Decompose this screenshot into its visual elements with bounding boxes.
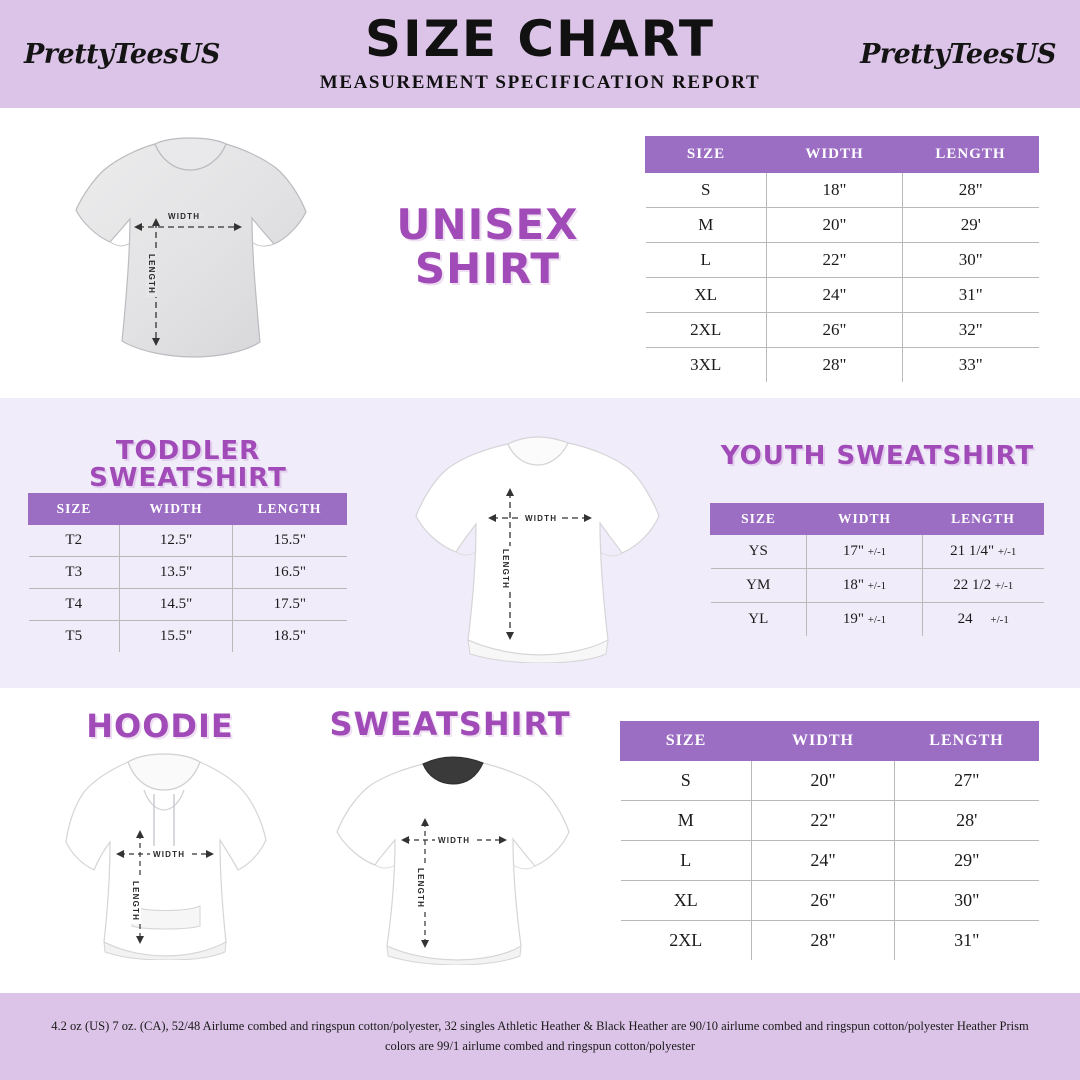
sweatshirt-heading: SWEATSHIRT: [329, 705, 571, 743]
cell-width-value: 17": [842, 543, 864, 559]
cell-width: [807, 569, 923, 603]
cell-size: S: [646, 173, 767, 208]
header-center: [220, 10, 860, 94]
hoodie-image: [58, 750, 273, 960]
table-row: [646, 208, 1039, 243]
page-header: [0, 0, 1080, 108]
toddler-size-table: [28, 493, 347, 652]
table-header-row: [646, 137, 1039, 173]
cell-size: 3XL: [646, 348, 767, 383]
cell-length: 17.5": [233, 589, 347, 621]
youth-sweatshirt-image: [400, 428, 675, 663]
cell-size: T5: [29, 621, 120, 653]
cell-width: 20": [767, 208, 903, 243]
unisex-length-label: LENGTH: [146, 251, 157, 297]
table-row: [646, 313, 1039, 348]
table-row: [29, 589, 347, 621]
cell-length: [923, 569, 1044, 603]
table-row: [29, 621, 347, 653]
table-row: [621, 801, 1039, 841]
cell-width: 12.5": [120, 525, 233, 557]
cell-size: YS: [711, 535, 807, 569]
column-width: WIDTH: [807, 504, 923, 535]
column-width: WIDTH: [767, 137, 903, 173]
cell-width-value: 19": [842, 611, 864, 627]
cell-length: 28": [903, 173, 1039, 208]
hoodie-length-label: LENGTH: [130, 878, 141, 924]
cell-width-tolerance: +/-1: [867, 614, 887, 626]
cell-width: 18": [767, 173, 903, 208]
brand-logo-left: PrettyTeesUS: [24, 38, 220, 70]
cell-length-value: 21 1/4": [950, 543, 995, 559]
unisex-tshirt-image: [60, 126, 320, 371]
cell-length: 30": [903, 243, 1039, 278]
table-header-row: [29, 494, 347, 525]
cell-length-value: 22 1/2: [953, 577, 992, 593]
column-length: LENGTH: [233, 494, 347, 525]
cell-size: XL: [621, 881, 752, 921]
column-size: SIZE: [646, 137, 767, 173]
section-toddler-youth: [0, 398, 1080, 688]
cell-size: T4: [29, 589, 120, 621]
table-row: [646, 348, 1039, 383]
cell-width: 24": [752, 841, 895, 881]
column-width: WIDTH: [752, 722, 895, 761]
hoodie-width-label: WIDTH: [150, 849, 188, 860]
cell-width: 26": [752, 881, 895, 921]
cell-width: 15.5": [120, 621, 233, 653]
cell-length-tolerance: +/-1: [997, 546, 1017, 558]
unisex-width-label: WIDTH: [165, 211, 203, 222]
page-footer: [0, 993, 1080, 1080]
table-row: [711, 569, 1044, 603]
cell-length: 28': [895, 801, 1039, 841]
table-row: [621, 841, 1039, 881]
cell-width: 28": [767, 348, 903, 383]
cell-length-tolerance: +/-1: [990, 614, 1009, 626]
column-length: LENGTH: [923, 504, 1044, 535]
cell-length: 29': [903, 208, 1039, 243]
table-header-row: [621, 722, 1039, 761]
sweatshirt-width-label: WIDTH: [435, 835, 473, 846]
youth-size-table: [710, 503, 1044, 636]
cell-length: 27": [895, 761, 1039, 801]
hoodie-heading: HOODIE: [86, 707, 234, 745]
brand-logo-right: PrettyTeesUS: [860, 38, 1056, 70]
cell-length: [923, 535, 1044, 569]
column-size: SIZE: [29, 494, 120, 525]
section-unisex: [0, 108, 1080, 398]
cell-size: M: [621, 801, 752, 841]
cell-size: L: [621, 841, 752, 881]
cell-width-value: 18": [842, 577, 864, 593]
cell-size: YM: [711, 569, 807, 603]
cell-size: XL: [646, 278, 767, 313]
cell-width: 20": [752, 761, 895, 801]
unisex-heading: [355, 200, 620, 294]
youth-width-label: WIDTH: [522, 513, 560, 524]
cell-width: [807, 535, 923, 569]
cell-width: [807, 603, 923, 637]
cell-size: T2: [29, 525, 120, 557]
table-row: [621, 921, 1039, 961]
cell-size: 2XL: [646, 313, 767, 348]
cell-size: L: [646, 243, 767, 278]
table-row: [646, 243, 1039, 278]
cell-length: 16.5": [233, 557, 347, 589]
table-row: [621, 761, 1039, 801]
youth-length-label: LENGTH: [500, 546, 511, 592]
cell-size: YL: [711, 603, 807, 637]
cell-length: 33": [903, 348, 1039, 383]
table-row: [646, 278, 1039, 313]
cell-length: 31": [903, 278, 1039, 313]
cell-width: 22": [767, 243, 903, 278]
table-header-row: [711, 504, 1044, 535]
column-size: SIZE: [711, 504, 807, 535]
fabric-composition-text: 4.2 oz (US) 7 oz. (CA), 52/48 Airlume combed and ringspun cotton/polyester, 32 singles Athletic Heather & Black Heather are 90/10 airlume combed and ringspun cotton/polyester Heather Prism colors are 99/1 airlume combed and ringspun cotton/polyester: [51, 1019, 1029, 1053]
cell-length: [923, 603, 1044, 637]
table-row: [29, 557, 347, 589]
cell-width: 24": [767, 278, 903, 313]
column-length: LENGTH: [903, 137, 1039, 173]
cell-size: S: [621, 761, 752, 801]
youth-heading: YOUTH SWEATSHIRT: [720, 441, 1035, 471]
column-width: WIDTH: [120, 494, 233, 525]
unisex-size-table: [645, 136, 1039, 382]
cell-length: 18.5": [233, 621, 347, 653]
sweatshirt-image: [325, 750, 580, 965]
cell-length-tolerance: +/-1: [994, 580, 1014, 592]
cell-width: 13.5": [120, 557, 233, 589]
column-length: LENGTH: [895, 722, 1039, 761]
page-title: SIZE CHART: [364, 10, 716, 68]
cell-length: 32": [903, 313, 1039, 348]
cell-length: 31": [895, 921, 1039, 961]
cell-width-tolerance: +/-1: [867, 546, 887, 558]
page-subtitle: MEASUREMENT SPECIFICATION REPORT: [319, 72, 761, 93]
table-row: [711, 603, 1044, 637]
cell-size: T3: [29, 557, 120, 589]
section-hoodie-sweatshirt: [0, 688, 1080, 993]
column-size: SIZE: [621, 722, 752, 761]
cell-length-value: 24: [957, 611, 973, 627]
sweatshirt-size-table: [620, 721, 1039, 960]
cell-width: 28": [752, 921, 895, 961]
cell-length: 15.5": [233, 525, 347, 557]
unisex-heading-line2: SHIRT: [414, 244, 561, 294]
table-row: [711, 535, 1044, 569]
cell-length: 30": [895, 881, 1039, 921]
table-row: [646, 173, 1039, 208]
table-row: [621, 881, 1039, 921]
cell-width-tolerance: +/-1: [867, 580, 887, 592]
toddler-heading: TODDLER SWEATSHIRT: [89, 436, 287, 494]
cell-length: 29": [895, 841, 1039, 881]
cell-size: 2XL: [621, 921, 752, 961]
unisex-heading-line1: UNISEX: [396, 200, 579, 249]
table-row: [29, 525, 347, 557]
cell-width: 26": [767, 313, 903, 348]
sweatshirt-length-label: LENGTH: [415, 865, 426, 911]
cell-width: 14.5": [120, 589, 233, 621]
cell-size: M: [646, 208, 767, 243]
cell-width: 22": [752, 801, 895, 841]
